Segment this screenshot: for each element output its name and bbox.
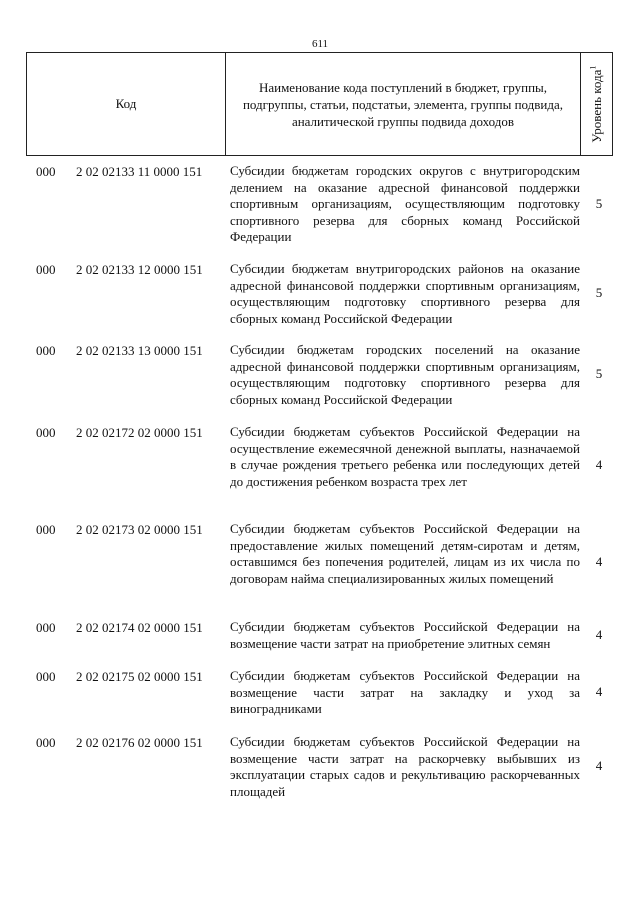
row-name: Субсидии бюджетам городских округов с внутригородским делением на оказание адресной финансовой поддержки спортивным организациям, осуществляющим подготовку спортивного резерва для сборных команд Российской Федерации xyxy=(230,163,580,244)
row-level: 4 xyxy=(595,627,603,642)
row-admin-code: 000 xyxy=(36,425,56,440)
row-code: 2 02 02176 02 0000 151 xyxy=(76,735,203,750)
row-admin-code: 000 xyxy=(36,669,56,684)
header-level-footnote: 1 xyxy=(588,65,598,70)
row-code: 2 02 02174 02 0000 151 xyxy=(76,620,203,635)
header-code: Код xyxy=(27,53,226,155)
row-name: Субсидии бюджетам субъектов Российской Федерации на осуществление ежемесячной денежной выплаты, назначаемой в случае рождения третьего ребенка или последующих детей до достижения ребенком возраста трех лет xyxy=(230,424,580,489)
page-number: 611 xyxy=(311,38,329,50)
row-name: Субсидии бюджетам субъектов Российской Федерации на возмещение части затрат на закладку и уход за виноградниками xyxy=(230,668,580,716)
row-level: 4 xyxy=(595,758,603,773)
row-level: 4 xyxy=(595,457,603,472)
row-code: 2 02 02173 02 0000 151 xyxy=(76,522,203,537)
row-admin-code: 000 xyxy=(36,164,56,179)
row-admin-code: 000 xyxy=(36,343,56,358)
row-code: 2 02 02133 12 0000 151 xyxy=(76,262,203,277)
row-code: 2 02 02133 13 0000 151 xyxy=(76,343,203,358)
row-code: 2 02 02175 02 0000 151 xyxy=(76,669,203,684)
row-level: 5 xyxy=(595,285,603,300)
row-name: Субсидии бюджетам субъектов Российской Федерации на предоставление жилых помещений детям-сиротам и детям, оставшимся без попечения родителей, лицам из их числа по договорам найма специализированных жилых помещений xyxy=(230,521,580,586)
row-level: 4 xyxy=(595,684,603,699)
row-level: 5 xyxy=(595,366,603,381)
row-name: Субсидии бюджетам субъектов Российской Федерации на возмещение части затрат на раскорчевку выбывших из эксплуатации старых садов и рекультивацию раскорчеванных площадей xyxy=(230,734,580,799)
row-name: Субсидии бюджетам субъектов Российской Федерации на возмещение части затрат на приобретение элитных семян xyxy=(230,619,580,651)
row-admin-code: 000 xyxy=(36,735,56,750)
row-code: 2 02 02172 02 0000 151 xyxy=(76,425,203,440)
header-name: Наименование кода поступлений в бюджет, группы, подгруппы, статьи, подстатьи, элемента, группы подвида, аналитической группы подвида доходов xyxy=(226,53,581,155)
row-admin-code: 000 xyxy=(36,522,56,537)
row-level: 4 xyxy=(595,554,603,569)
row-name: Субсидии бюджетам внутригородских районов на оказание адресной финансовой поддержки спортивным организациям, осуществляющим подготовку спортивного резерва для сборных команд Российской Федерации xyxy=(230,261,580,326)
row-admin-code: 000 xyxy=(36,620,56,635)
row-name: Субсидии бюджетам городских поселений на оказание адресной финансовой поддержки спортивным организациям, осуществляющим подготовку спортивного резерва для сборных команд Российской Федерации xyxy=(230,342,580,407)
row-code: 2 02 02133 11 0000 151 xyxy=(76,164,203,179)
row-level: 5 xyxy=(595,196,603,211)
row-admin-code: 000 xyxy=(36,262,56,277)
header-level-label: Уровень кода xyxy=(589,69,605,143)
